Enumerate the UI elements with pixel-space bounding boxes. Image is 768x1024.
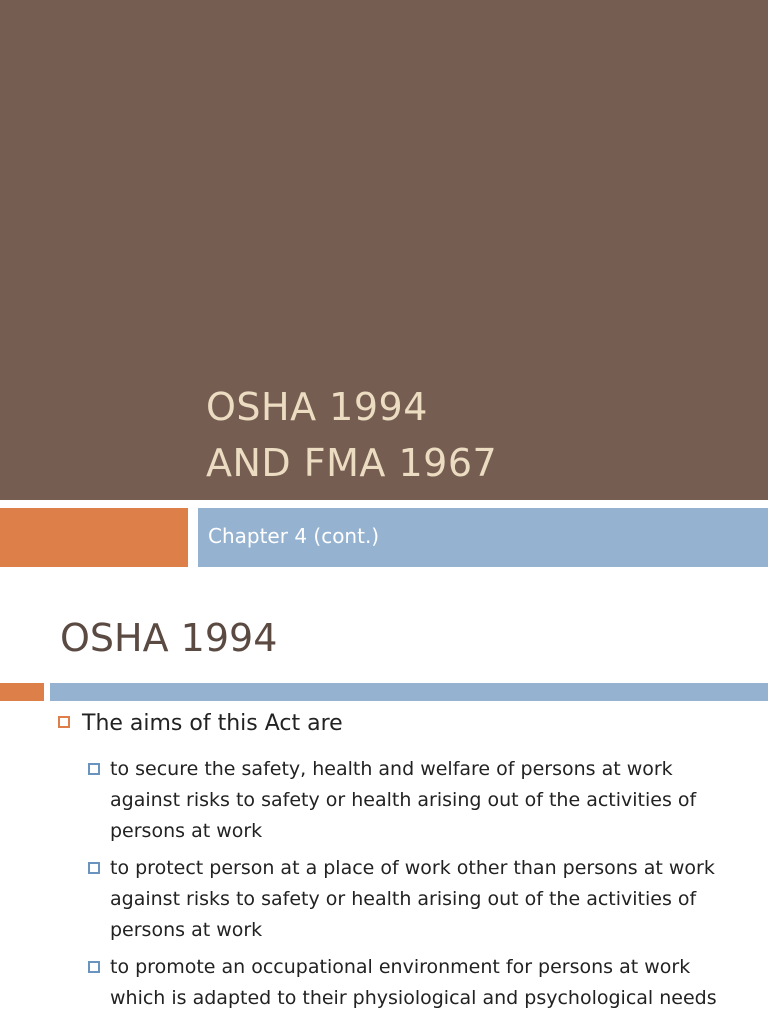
square-bullet-icon [88, 961, 100, 973]
main-bullet-text: The aims of this Act are [82, 711, 343, 736]
accent-bar-blue [50, 683, 768, 701]
slide-heading: OSHA 1994 [60, 616, 278, 660]
title-slide [0, 0, 768, 500]
square-bullet-icon [58, 716, 70, 728]
list-item [88, 754, 748, 847]
sub-bullet-list [88, 754, 748, 1020]
accent-bar-orange [0, 683, 44, 701]
content-slide [0, 568, 768, 1024]
square-bullet-icon [88, 763, 100, 775]
subtitle: Chapter 4 (cont.) [208, 524, 380, 548]
list-item [88, 853, 748, 946]
list-item [88, 952, 748, 1014]
square-bullet-icon [88, 862, 100, 874]
list-item-text: to protect person at a place of work other than persons at work against risks to safety or health arising out of the activities of persons at work [110, 857, 715, 941]
list-item-text: to promote an occupational environment for persons at work which is adapted to their physiological and psychological needs [110, 956, 717, 1009]
accent-block-orange [0, 508, 188, 567]
title-line-2: AND FMA 1967 [206, 441, 498, 485]
subtitle-band [198, 508, 768, 567]
title-line-1: OSHA 1994 [206, 385, 428, 429]
main-bullet [58, 711, 343, 736]
list-item-text: to secure the safety, health and welfare of persons at work against risks to safety or health arising out of the activities of persons at work [110, 758, 697, 842]
